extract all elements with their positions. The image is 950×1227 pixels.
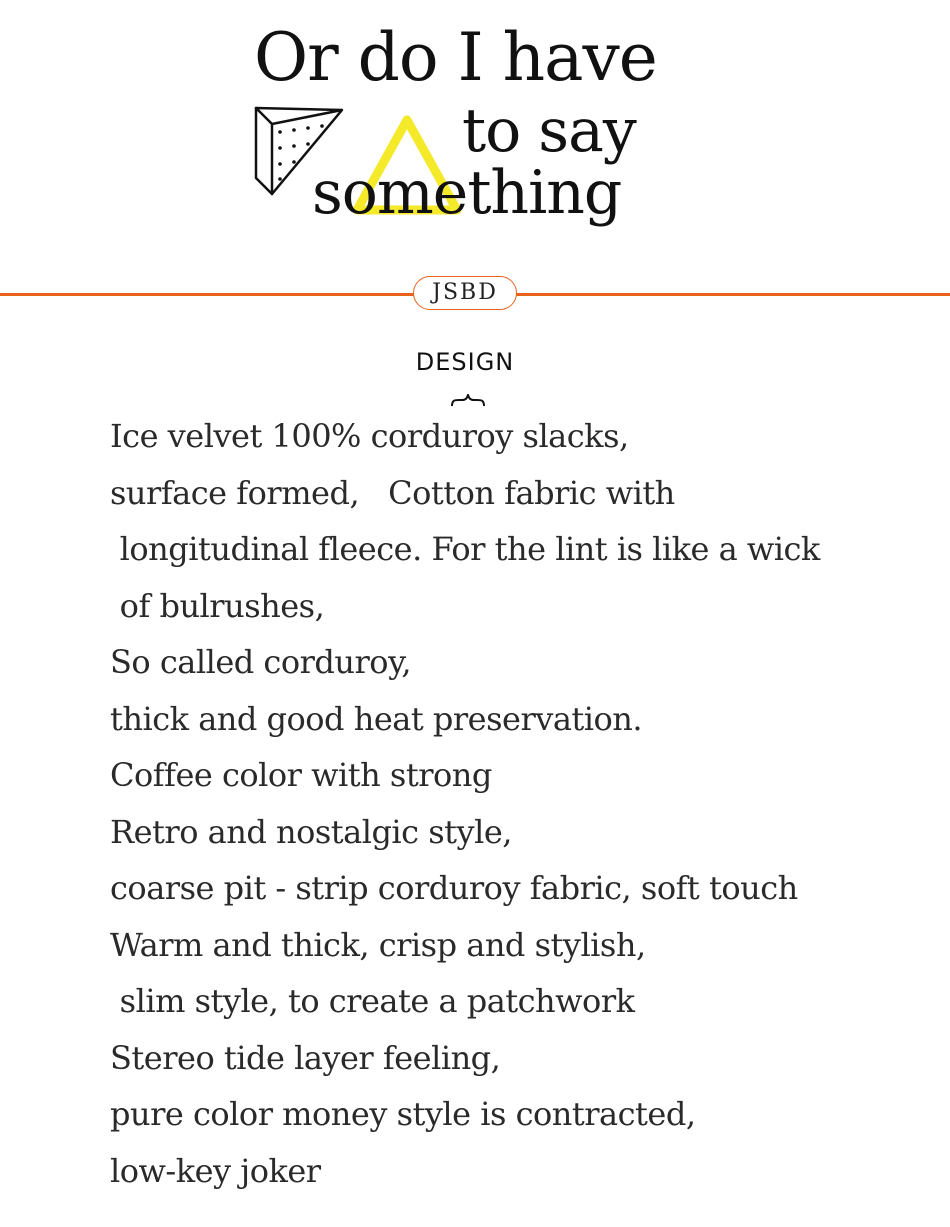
brace-icon xyxy=(450,394,486,408)
description-line: Warm and thick, crisp and stylish, xyxy=(110,925,646,964)
description-line: surface formed, Cotton fabric with xyxy=(110,473,675,512)
section-heading: DESIGN xyxy=(415,348,515,376)
description-line: So called corduroy, xyxy=(110,643,412,681)
description-text xyxy=(110,408,930,1199)
description-line: pure color money style is contracted, xyxy=(110,1095,696,1133)
description-line: Stereo tide layer feeling, xyxy=(110,1038,501,1077)
title-line-3: something xyxy=(312,158,622,228)
description-line: Ice velvet 100% corduroy slacks, xyxy=(110,417,629,455)
description-line: longitudinal fleece. For the lint is like a wick xyxy=(110,530,820,568)
description-line: low-key joker xyxy=(110,1151,321,1190)
description-line: thick and good heat preservation. xyxy=(110,699,643,738)
title-line-1: Or do I have xyxy=(254,19,657,96)
description-line: coarse pit - strip corduroy fabric, soft touch xyxy=(110,869,798,907)
description-line: slim style, to create a patchwork xyxy=(110,982,635,1020)
description-line: of bulrushes, xyxy=(110,586,325,625)
hero-header xyxy=(0,0,950,260)
brand-badge: JSBD xyxy=(413,276,517,310)
title-line-2: to say xyxy=(462,96,636,166)
description-line: Retro and nostalgic style, xyxy=(110,812,512,851)
description-line: Coffee color with strong xyxy=(110,756,492,794)
